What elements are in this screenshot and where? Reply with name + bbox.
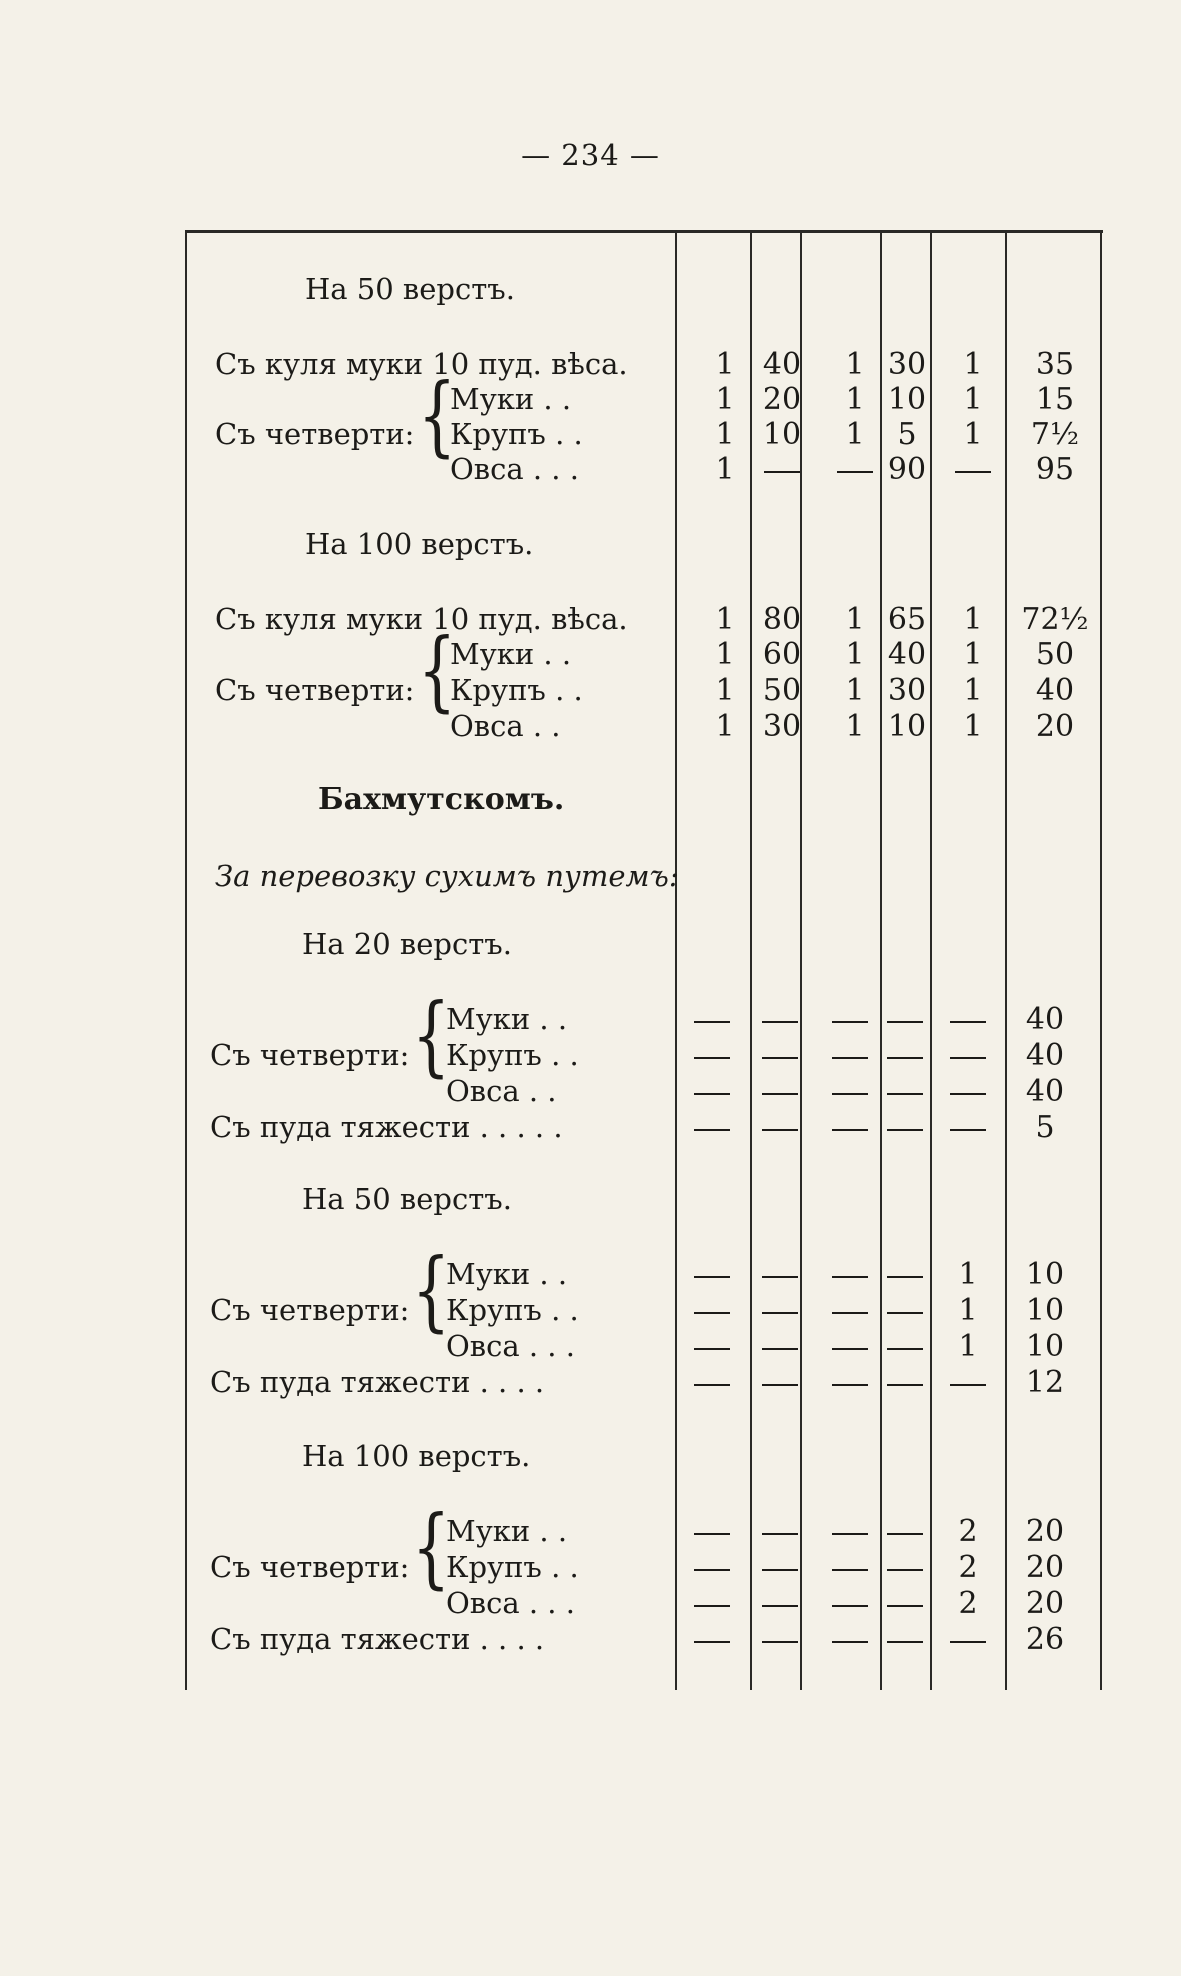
cell-value: 1 <box>715 452 735 487</box>
cell-value: 1 <box>845 709 865 744</box>
cell-value: 1 <box>845 602 865 637</box>
item-label: Крупъ . . <box>446 1293 579 1327</box>
cell-value-dash <box>887 1093 923 1095</box>
cell-value-dash <box>694 1533 730 1535</box>
cell-value-dash <box>832 1641 868 1643</box>
cell-value-dash <box>694 1312 730 1314</box>
cell-value: 1 <box>963 347 983 382</box>
brace-icon: { <box>418 620 457 723</box>
brace-icon: { <box>412 1497 451 1600</box>
cell-value: 1 <box>715 347 735 382</box>
cell-value-dash <box>694 1021 730 1023</box>
table-top-rule <box>185 230 1103 233</box>
cell-value: 1 <box>963 673 983 708</box>
cell-value: 1 <box>963 417 983 452</box>
cell-value-dash <box>832 1533 868 1535</box>
item-label: Муки . . <box>450 637 572 671</box>
cell-value-dash <box>762 1569 798 1571</box>
cell-value: 30 <box>887 347 927 382</box>
cell-value: 1 <box>715 602 735 637</box>
item-label: Крупъ . . <box>450 417 583 451</box>
cell-value-dash <box>832 1276 868 1278</box>
item-label: Крупъ . . <box>446 1038 579 1072</box>
cell-value: 40 <box>762 347 802 382</box>
cell-value: 1 <box>963 602 983 637</box>
cell-value-dash <box>762 1641 798 1643</box>
item-label: Овса . . <box>450 709 561 743</box>
cell-value-dash <box>762 1348 798 1350</box>
item-label: Овса . . <box>446 1074 557 1108</box>
cell-value-dash <box>950 1057 986 1059</box>
cell-value-dash <box>832 1605 868 1607</box>
cell-value-dash <box>950 1093 986 1095</box>
page-number: — 234 — <box>521 138 660 172</box>
cell-value: 65 <box>887 602 927 637</box>
cell-value-dash <box>694 1569 730 1571</box>
cell-value-dash <box>762 1605 798 1607</box>
table-rule-right <box>1100 230 1102 1690</box>
cell-value-dash <box>832 1057 868 1059</box>
transport-heading: За перевозку сухимъ путемъ: <box>215 859 679 893</box>
cell-value-dash <box>762 1533 798 1535</box>
cell-value-dash <box>694 1384 730 1386</box>
section-heading: На 50 верстъ. <box>302 1182 512 1216</box>
item-label: Муки . . <box>446 1002 568 1036</box>
cell-value-dash <box>950 1641 986 1643</box>
cell-value: 1 <box>845 637 865 672</box>
cell-value: 40 <box>1025 1074 1065 1109</box>
cell-value: 1 <box>963 382 983 417</box>
cell-value: 7½ <box>1030 417 1080 452</box>
item-label: Овса . . . <box>446 1586 575 1620</box>
group-label: Съ четверти: <box>215 417 415 451</box>
cell-value-dash <box>950 1384 986 1386</box>
cell-value: 10 <box>1025 1329 1065 1364</box>
cell-value: 30 <box>762 709 802 744</box>
cell-value-dash <box>887 1641 923 1643</box>
district-heading: Бахмутскомъ. <box>318 782 565 817</box>
cell-value: 1 <box>715 709 735 744</box>
item-label: Овса . . . <box>450 452 579 486</box>
cell-value: 5 <box>1035 1110 1055 1145</box>
group-label: Съ четверти: <box>210 1550 410 1584</box>
cell-value: 20 <box>1025 1514 1065 1549</box>
cell-value: 20 <box>1025 1586 1065 1621</box>
cell-value: 12 <box>1025 1365 1065 1400</box>
brace-icon: { <box>418 365 457 468</box>
cell-value-dash <box>762 1129 798 1131</box>
cell-value: 5 <box>897 417 917 452</box>
cell-value-dash <box>832 1384 868 1386</box>
cell-value-dash <box>887 1057 923 1059</box>
item-label: Крупъ . . <box>446 1550 579 1584</box>
cell-value-dash <box>694 1276 730 1278</box>
cell-value-dash <box>764 471 800 473</box>
brace-icon: { <box>412 1240 451 1343</box>
group-label: Съ четверти: <box>210 1293 410 1327</box>
cell-value: 50 <box>762 673 802 708</box>
item-label: Крупъ . . <box>450 673 583 707</box>
cell-value-dash <box>832 1569 868 1571</box>
cell-value: 1 <box>845 382 865 417</box>
cell-value: 1 <box>845 347 865 382</box>
cell-value: 40 <box>1035 673 1075 708</box>
cell-value: 10 <box>887 709 927 744</box>
cell-value-dash <box>832 1129 868 1131</box>
cell-value-dash <box>762 1384 798 1386</box>
cell-value: 10 <box>887 382 927 417</box>
section-heading: На 50 верстъ. <box>305 272 515 306</box>
table-rule-left <box>185 230 187 1690</box>
cell-value: 10 <box>1025 1257 1065 1292</box>
table-rule-1 <box>675 230 677 1690</box>
cell-value: 20 <box>1025 1550 1065 1585</box>
cell-value: 1 <box>958 1329 978 1364</box>
cell-value: 20 <box>762 382 802 417</box>
cell-value-dash <box>950 1129 986 1131</box>
item-label: Муки . . <box>446 1257 568 1291</box>
cell-value: 1 <box>958 1257 978 1292</box>
cell-value: 90 <box>887 452 927 487</box>
cell-value: 40 <box>1025 1038 1065 1073</box>
item-label: Муки . . <box>450 382 572 416</box>
cell-value-dash <box>832 1093 868 1095</box>
cell-value-dash <box>762 1312 798 1314</box>
cell-value: 40 <box>1025 1002 1065 1037</box>
cell-value-dash <box>832 1021 868 1023</box>
cell-value: 1 <box>963 709 983 744</box>
cell-value-dash <box>694 1348 730 1350</box>
section-heading: На 20 верстъ. <box>302 927 512 961</box>
cell-value-dash <box>887 1021 923 1023</box>
cell-value: 95 <box>1035 452 1075 487</box>
brace-icon: { <box>412 985 451 1088</box>
cell-value: 1 <box>715 637 735 672</box>
cell-value-dash <box>694 1057 730 1059</box>
cell-value: 80 <box>762 602 802 637</box>
item-label: Овса . . . <box>446 1329 575 1363</box>
cell-value-dash <box>887 1569 923 1571</box>
row-label: Съ куля муки 10 пуд. вѣса. <box>215 347 628 381</box>
cell-value-dash <box>950 1021 986 1023</box>
cell-value: 1 <box>963 637 983 672</box>
cell-value-dash <box>887 1348 923 1350</box>
group-label: Съ четверти: <box>210 1038 410 1072</box>
row-label: Съ пуда тяжести . . . . <box>210 1622 545 1656</box>
cell-value-dash <box>694 1641 730 1643</box>
cell-value: 15 <box>1035 382 1075 417</box>
row-label: Съ пуда тяжести . . . . <box>210 1365 545 1399</box>
cell-value: 2 <box>958 1550 978 1585</box>
cell-value-dash <box>762 1021 798 1023</box>
cell-value: 1 <box>715 417 735 452</box>
cell-value: 1 <box>958 1293 978 1328</box>
cell-value: 72½ <box>1021 602 1089 637</box>
cell-value: 10 <box>762 417 802 452</box>
row-label: Съ пуда тяжести . . . . . <box>210 1110 563 1144</box>
cell-value: 50 <box>1035 637 1075 672</box>
cell-value: 40 <box>887 637 927 672</box>
cell-value-dash <box>762 1057 798 1059</box>
cell-value-dash <box>832 1348 868 1350</box>
cell-value: 26 <box>1025 1622 1065 1657</box>
cell-value: 1 <box>715 673 735 708</box>
item-label: Муки . . <box>446 1514 568 1548</box>
cell-value: 10 <box>1025 1293 1065 1328</box>
group-label: Съ четверти: <box>215 673 415 707</box>
cell-value-dash <box>887 1533 923 1535</box>
cell-value-dash <box>887 1384 923 1386</box>
cell-value: 2 <box>958 1586 978 1621</box>
cell-value: 20 <box>1035 709 1075 744</box>
cell-value-dash <box>832 1312 868 1314</box>
cell-value-dash <box>887 1312 923 1314</box>
cell-value-dash <box>694 1093 730 1095</box>
cell-value-dash <box>694 1129 730 1131</box>
cell-value: 2 <box>958 1514 978 1549</box>
cell-value: 60 <box>762 637 802 672</box>
cell-value-dash <box>762 1093 798 1095</box>
cell-value-dash <box>887 1276 923 1278</box>
cell-value: 35 <box>1035 347 1075 382</box>
row-label: Съ куля муки 10 пуд. вѣса. <box>215 602 628 636</box>
cell-value: 30 <box>887 673 927 708</box>
cell-value: 1 <box>845 673 865 708</box>
cell-value-dash <box>887 1129 923 1131</box>
cell-value-dash <box>887 1605 923 1607</box>
cell-value-dash <box>955 471 991 473</box>
cell-value: 1 <box>715 382 735 417</box>
section-heading: На 100 верстъ. <box>305 527 534 561</box>
section-heading: На 100 верстъ. <box>302 1439 531 1473</box>
cell-value-dash <box>694 1605 730 1607</box>
cell-value-dash <box>762 1276 798 1278</box>
cell-value: 1 <box>845 417 865 452</box>
